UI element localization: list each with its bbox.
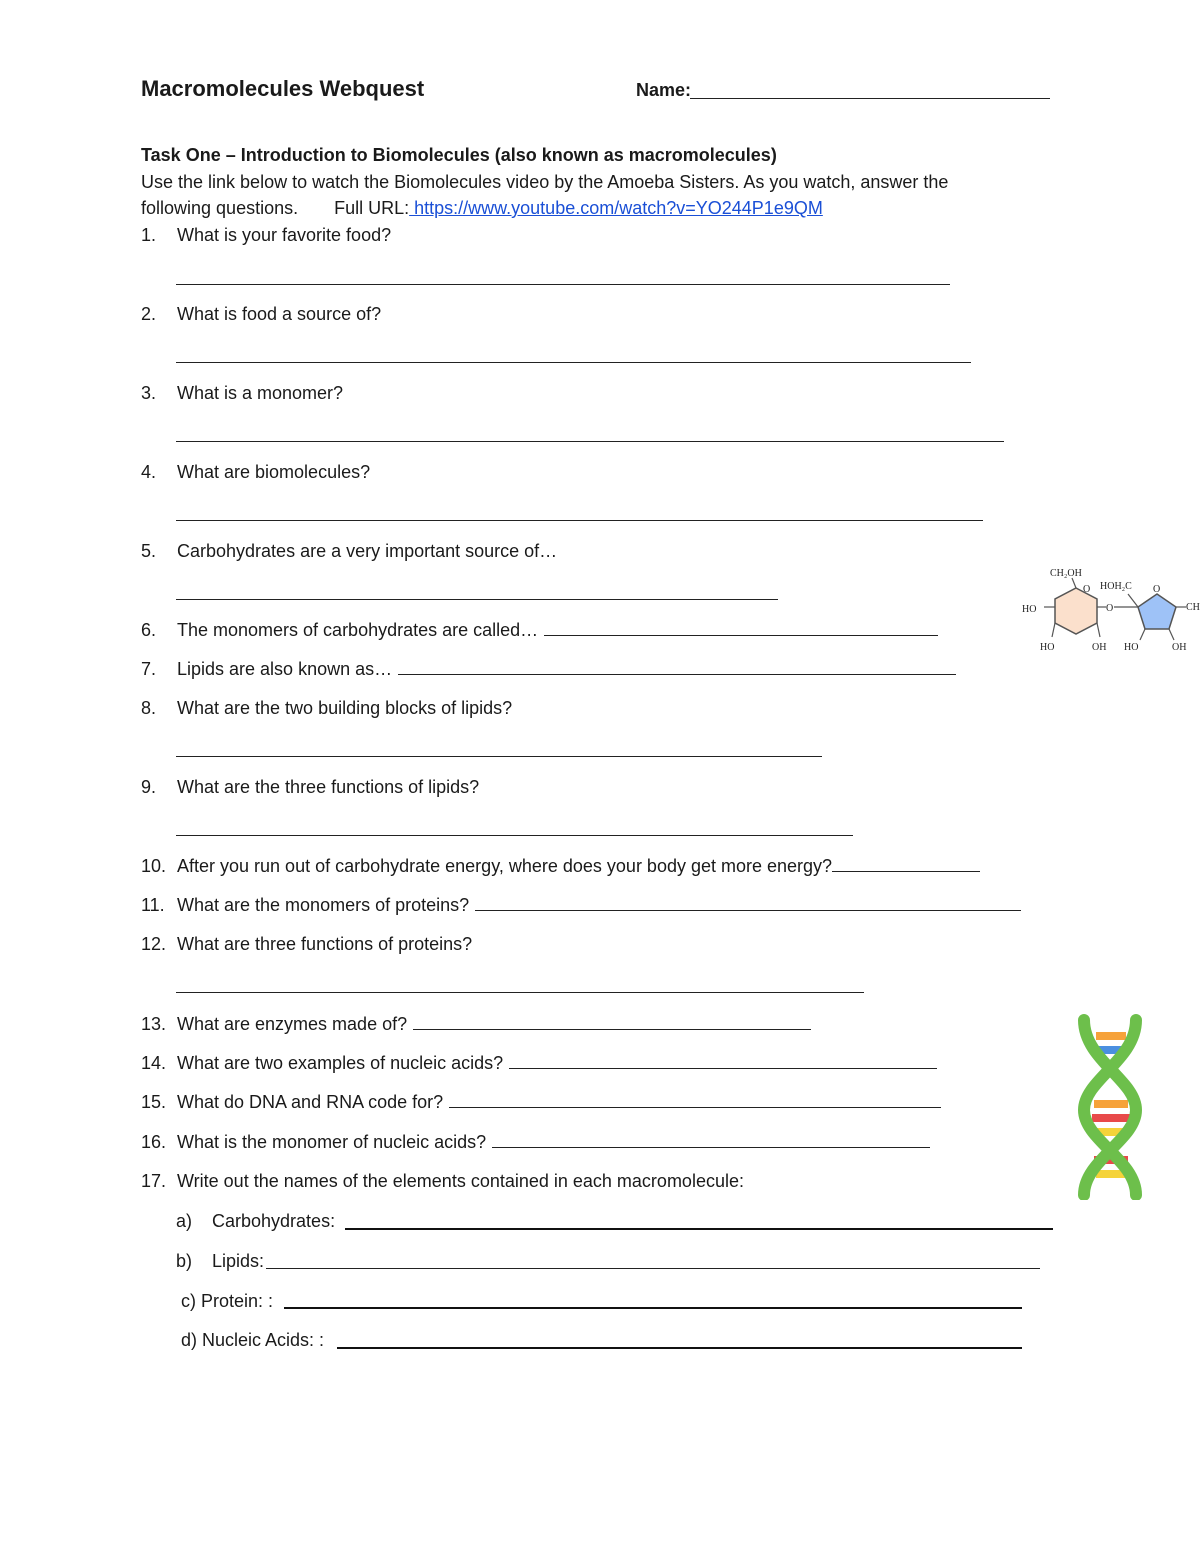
- question-15: 15. What do DNA and RNA code for?: [141, 1092, 941, 1113]
- ho-bottom-label: HO: [1040, 642, 1055, 653]
- answer-line-10[interactable]: [832, 857, 980, 872]
- glycosidic-oxygen-label: O: [1106, 603, 1114, 614]
- element-nucleic-acids: d) Nucleic Acids: :: [181, 1330, 325, 1350]
- answer-line-5[interactable]: [176, 599, 778, 600]
- answer-line-nucleic-acids[interactable]: [337, 1347, 1022, 1349]
- ho-bottom2-label: HO: [1124, 642, 1139, 653]
- answer-line-lipids[interactable]: [266, 1268, 1040, 1269]
- question-5: 5. Carbohydrates are a very important source of…: [141, 541, 558, 561]
- intro-line-1: Use the link below to watch the Biomolecules video by the Amoeba Sisters. As you watch, answer the: [141, 172, 949, 192]
- sucrose-molecule-illustration: [1014, 562, 1200, 658]
- hoh2c-label: HOH₂C: [1100, 581, 1132, 592]
- answer-line-3[interactable]: [176, 441, 1004, 442]
- dna-base-pair: [1092, 1114, 1130, 1122]
- answer-line-6[interactable]: [544, 621, 938, 636]
- question-7: 7. Lipids are also known as…: [141, 659, 956, 680]
- question-6: 6. The monomers of carbohydrates are called…: [141, 620, 938, 641]
- answer-line-7[interactable]: [398, 660, 956, 675]
- video-link[interactable]: https://www.youtube.com/watch?v=YO244P1e9QM: [409, 198, 823, 218]
- ho-left-label: HO: [1022, 604, 1037, 615]
- answer-line-14[interactable]: [509, 1054, 937, 1069]
- question-8: 8. What are the two building blocks of lipids?: [141, 698, 513, 718]
- ch2oh-label: CH₂OH: [1050, 568, 1082, 579]
- element-protein: c) Protein: :: [181, 1291, 274, 1311]
- answer-line-11[interactable]: [475, 896, 1021, 911]
- ring2-oxygen-label: O: [1153, 584, 1161, 595]
- answer-line-protein[interactable]: [284, 1307, 1022, 1309]
- element-carbohydrates: a) Carbohydrates:: [176, 1211, 336, 1231]
- intro-line-2-text: following questions.: [141, 198, 299, 218]
- fructose-ring: [1138, 594, 1176, 629]
- glucose-ring: [1055, 588, 1097, 634]
- answer-line-carbohydrates[interactable]: [345, 1228, 1053, 1230]
- answer-line-12[interactable]: [176, 992, 864, 993]
- question-2: 2. What is food a source of?: [141, 304, 382, 324]
- question-4: 4. What are biomolecules?: [141, 462, 371, 482]
- question-11: 11. What are the monomers of proteins?: [141, 895, 1021, 916]
- question-12: 12. What are three functions of proteins?: [141, 934, 473, 954]
- oh-right-label: OH: [1172, 642, 1187, 653]
- answer-line-15[interactable]: [449, 1093, 941, 1108]
- oh-bottom-label: OH: [1092, 642, 1107, 653]
- name-label: Name:: [636, 80, 692, 100]
- question-10: 10. After you run out of carbohydrate energy, where does your body get more energy?: [141, 856, 980, 877]
- question-13: 13. What are enzymes made of?: [141, 1014, 811, 1035]
- answer-line-1[interactable]: [176, 284, 950, 285]
- dna-base-pair: [1096, 1032, 1126, 1040]
- question-1: 1. What is your favorite food?: [141, 225, 392, 245]
- answer-line-9[interactable]: [176, 835, 853, 836]
- name-field[interactable]: [690, 98, 1050, 99]
- dna-base-pair: [1094, 1100, 1128, 1108]
- question-9: 9. What are the three functions of lipids?: [141, 777, 480, 797]
- answer-line-2[interactable]: [176, 362, 971, 363]
- question-3: 3. What is a monomer?: [141, 383, 344, 403]
- intro-line-2: [141, 198, 823, 219]
- answer-line-16[interactable]: [492, 1133, 930, 1148]
- ring-oxygen-label: O: [1083, 584, 1091, 595]
- question-17: 17. Write out the names of the elements contained in each macromolecule:: [141, 1171, 744, 1191]
- task-heading: Task One – Introduction to Biomolecules (also known as macromolecules): [141, 145, 777, 165]
- url-label: Full URL:: [334, 198, 410, 218]
- dna-helix-icon: [1070, 1010, 1150, 1200]
- question-14: 14. What are two examples of nucleic acids?: [141, 1053, 937, 1074]
- question-16: 16. What is the monomer of nucleic acids?: [141, 1132, 930, 1153]
- answer-line-4[interactable]: [176, 520, 983, 521]
- worksheet-title: Macromolecules Webquest: [141, 76, 425, 101]
- element-lipids: b) Lipids:: [176, 1251, 265, 1271]
- ch-right-label: CH: [1186, 602, 1200, 613]
- answer-line-8[interactable]: [176, 756, 822, 757]
- answer-line-13[interactable]: [413, 1015, 811, 1030]
